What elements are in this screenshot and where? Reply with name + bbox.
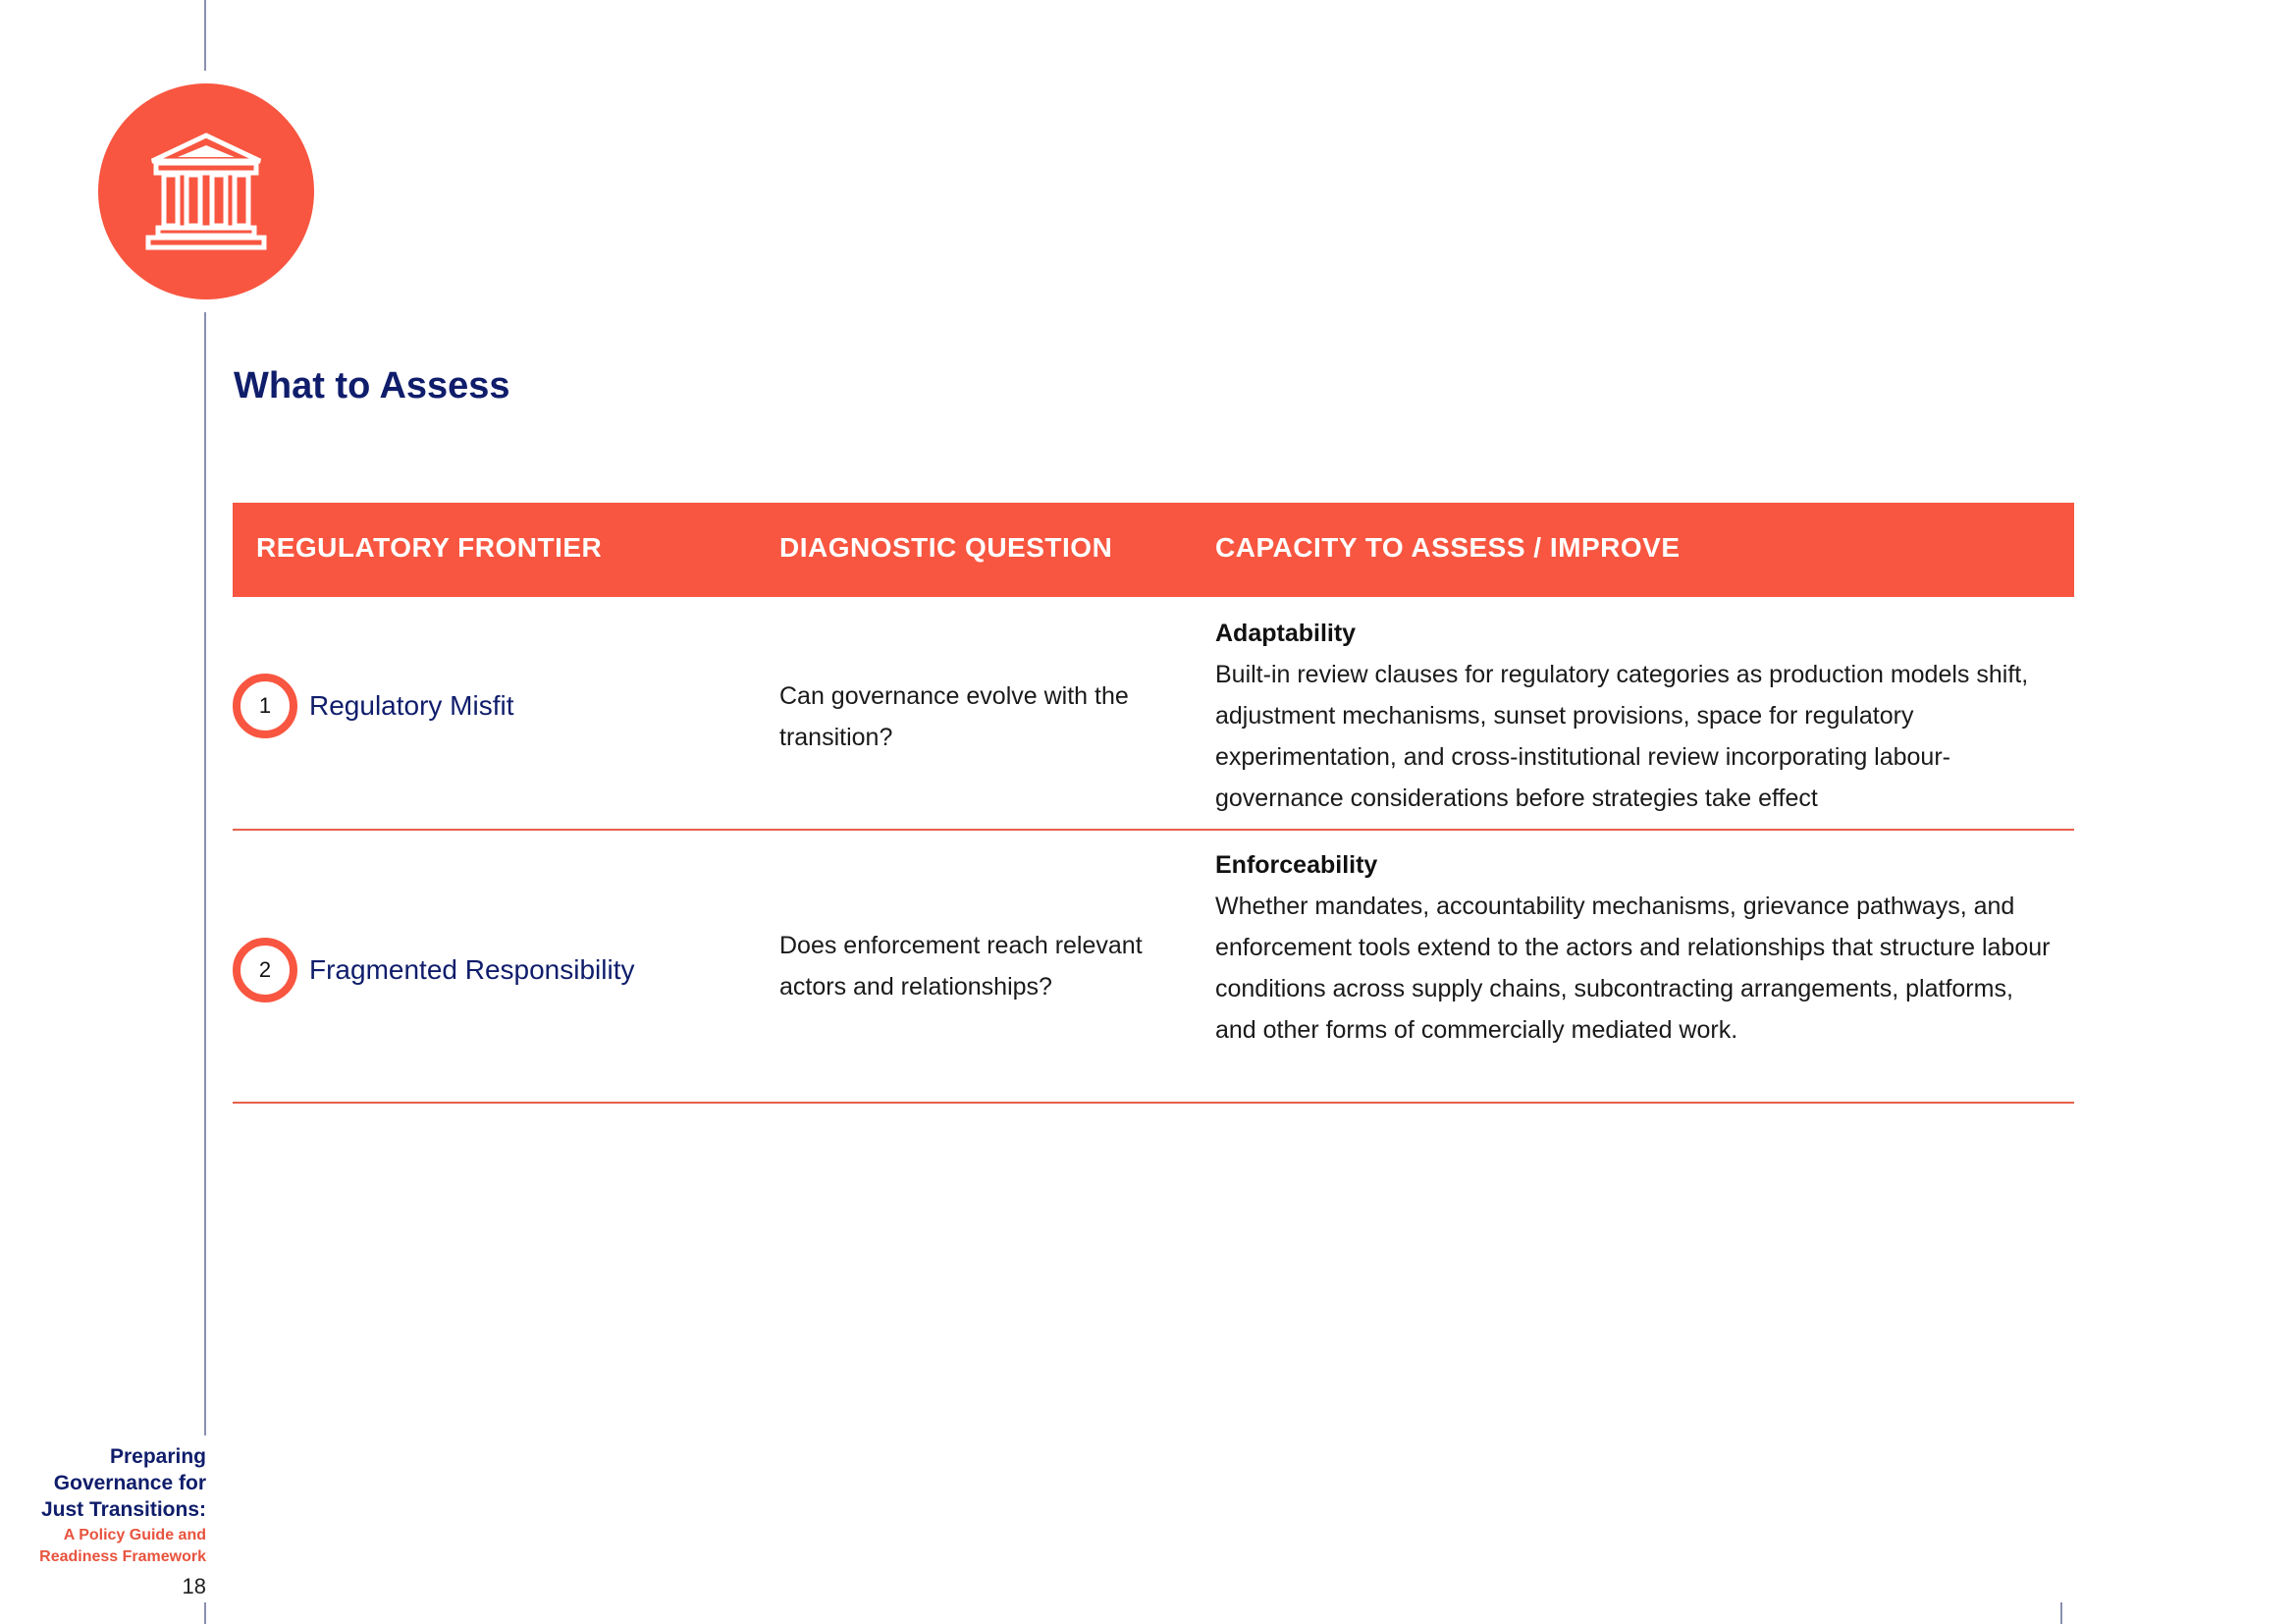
frontier-cell [233,938,635,1002]
margin-rule-top [204,0,206,71]
footer-document-subtitle [39,1525,206,1568]
section-badge [98,83,314,299]
frontier-cell [233,674,514,738]
table-row [233,831,2074,1104]
capacity-text: Whether mandates, accountability mechanisms, grievance pathways, and enforcement tools extend to the actors and relationships that structure labour conditions across supply chains, subcontracting arrangements, platforms, and other forms of commercially mediated work. [1215,893,2051,1044]
column-header-frontier: REGULATORY FRONTIER [256,532,603,563]
diagnostic-question: Does enforcement reach relevant actors and relationships? [779,932,1143,1001]
capacity-title: Adaptability [1215,620,1357,647]
column-header-capacity: CAPACITY TO ASSESS / IMPROVE [1215,532,1681,563]
footer-title-line: Preparing [109,1445,206,1468]
footer-subtitle-line: A Policy Guide and [63,1527,206,1543]
section-title: What to Assess [234,365,510,406]
footer-document-title [41,1443,206,1523]
capacity-title: Enforceability [1215,851,1378,879]
table-header [233,503,2074,597]
institution-building-icon [142,128,270,255]
capacity-cell [1215,613,2059,819]
footer-title-line: Just Transitions: [40,1498,206,1521]
footer-title-line: Governance for [53,1472,206,1494]
frontier-label: Regulatory Misfit [309,690,514,721]
column-header-question: DIAGNOSTIC QUESTION [779,532,1113,563]
diagnostic-question: Can governance evolve with the transition? [779,682,1129,751]
page-number: 18 [182,1574,206,1598]
margin-rule-bottom [204,1602,206,1624]
margin-rule-right [2060,1602,2062,1624]
row-number-badge: 2 [233,938,297,1002]
capacity-cell [1215,844,2059,1051]
frontier-label: Fragmented Responsibility [309,954,635,985]
table-row [233,597,2074,831]
row-number-badge: 1 [233,674,297,738]
capacity-text: Built-in review clauses for regulatory categories as production models shift, adjustment mechanisms, sunset provisions, space for regulatory experimentation, and cross-institutional review incorporating labour-governance considerations before strategies take effect [1215,661,2029,812]
footer-subtitle-line: Readiness Framework [39,1548,206,1565]
margin-rule [204,312,206,1435]
